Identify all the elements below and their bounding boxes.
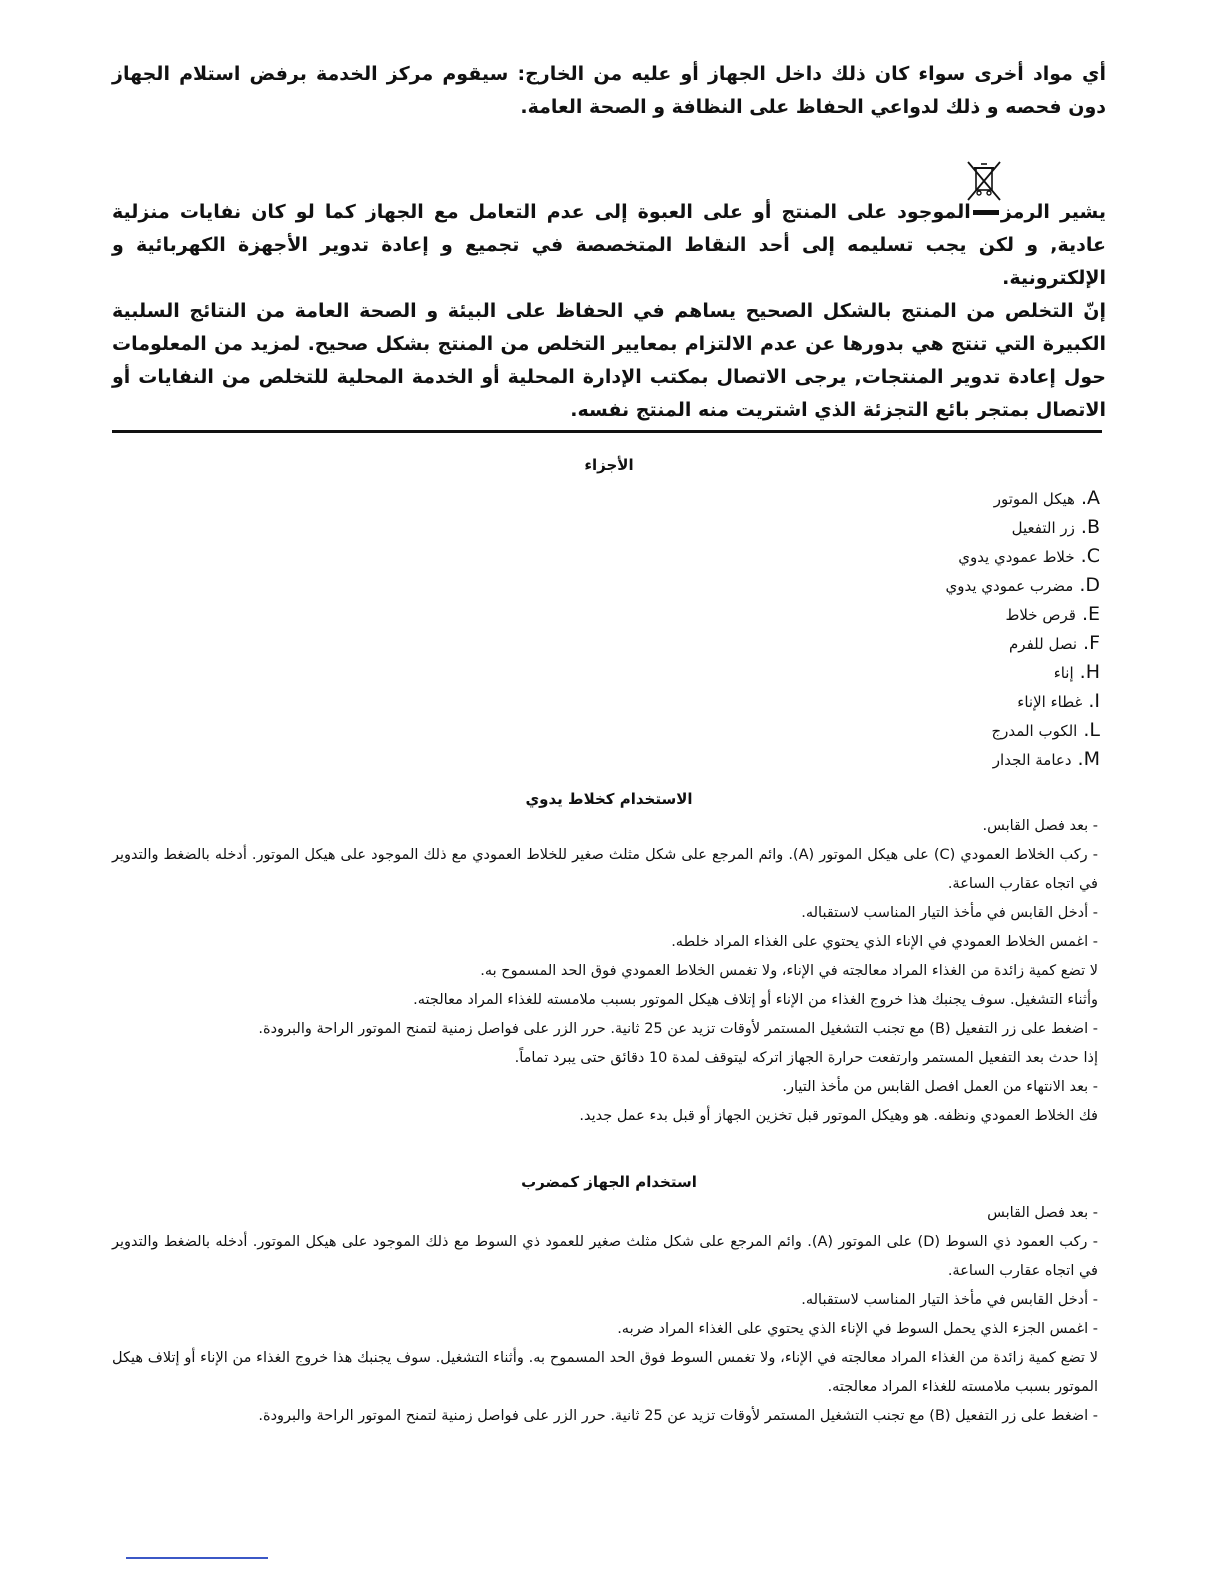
weee-bar-symbol: [973, 210, 999, 215]
instruction-line: - اضغط على زر التفعيل (B) مع تجنب التشغيل المستمر لأوقات تزيد عن 25 ثانية. حرر الزر على فواصل زمنية لتمنح الموتور الراحة والبرودة.: [258, 1408, 1098, 1424]
part-label: الكوب المدرج: [991, 722, 1078, 740]
intro-paragraph-3: إنّ التخلص من المنتج بالشكل الصحيح يساهم في الحفاظ على البيئة و الصحة العامة من النتائج السلبية الكبيرة التي تنتج هي بدورها عن عدم الالتزام بمعايير التخلص من المنتج بشكل صحيح. لمزيد من المعلومات حول إعادة تدوير المنتجات, يرجى الاتصال بمكتب الإدارة المحلية أو الخدمة المحلية للتخلص من النفايات أو الاتصال بمتجر بائع التجزئة الذي اشتريت منه المنتج نفسه.: [112, 300, 1106, 421]
part-item: [700, 513, 1100, 542]
part-label: زر التفعيل: [1011, 519, 1075, 537]
part-item: [700, 687, 1100, 716]
part-item: [700, 571, 1100, 600]
part-letter: E.: [1081, 603, 1100, 625]
instruction-line: - ركب العمود ذي السوط (D) على الموتور (A). وائم المرجع على شكل مثلث صغير للعمود ذي السوط مع ذلك الموجود على هيكل الموتور. أدخله بالضغط والتدوير في اتجاه عقارب الساعة.: [112, 1234, 1099, 1279]
instruction-line: - اغمس الخلاط العمودي في الإناء الذي يحتوي على الغذاء المراد خلطه.: [671, 934, 1098, 950]
instruction-line: - أدخل القابس في مأخذ التيار المناسب لاستقباله.: [801, 905, 1098, 921]
instruction-line: إذا حدث بعد التفعيل المستمر وارتفعت حرارة الجهاز اتركه ليتوقف لمدة 10 دقائق حتى يبرد تماماً.: [514, 1050, 1098, 1066]
blender-usage-section: [112, 812, 1098, 1131]
part-letter: M.: [1077, 748, 1100, 770]
part-item: [700, 716, 1100, 745]
part-label: غطاء الإناء: [1017, 693, 1083, 711]
blender-usage-heading: الاستخدام كخلاط يدوي: [525, 790, 693, 808]
part-label: نصل للفرم: [1009, 635, 1078, 653]
part-item: [700, 542, 1100, 571]
part-label: هيكل الموتور: [993, 490, 1075, 508]
instruction-line: - بعد فصل القابس.: [982, 818, 1098, 834]
instruction-line: - ركب الخلاط العمودي (C) على هيكل الموتور (A). وائم المرجع على شكل مثلث صغير للخلاط العمودي مع ذلك الموجود على هيكل الموتور. أدخله بالضغط والتدوير في اتجاه عقارب الساعة.: [112, 847, 1098, 892]
beater-usage-section: [112, 1199, 1098, 1431]
weee-text-before: يشير الرمز: [1000, 201, 1106, 223]
part-label: إناء: [1053, 664, 1074, 682]
instruction-line: - بعد الانتهاء من العمل افصل القابس من مأخذ التيار.: [782, 1079, 1098, 1095]
part-label: مضرب عمودي يدوي: [945, 577, 1074, 595]
intro-paragraph-1: أي مواد أخرى سواء كان ذلك داخل الجهاز أو عليه من الخارج: سيقوم مركز الخدمة برفض استلام الجهاز دون فحصه و ذلك لدواعي الحفاظ على النظافة و الصحة العامة.: [112, 63, 1106, 118]
instruction-line: وأثناء التشغيل. سوف يجنبك هذا خروج الغذاء من الإناء أو إتلاف هيكل الموتور بسبب ملامسته للغذاء المراد معالجته.: [413, 992, 1098, 1008]
weee-text-after: الموجود على المنتج أو على العبوة إلى عدم التعامل مع الجهاز كما لو كان نفايات منزلية عادية, و لكن يجب تسليمه إلى أحد النقاط المتخصصة في تجميع و إعادة تدوير الأجهزة الكهربائية و الإلكترونية.: [112, 201, 1106, 289]
part-letter: H.: [1079, 661, 1100, 683]
instruction-line: - اغمس الجزء الذي يحمل السوط في الإناء الذي يحتوي على الغذاء المراد ضربه.: [617, 1321, 1098, 1337]
footnote-separator: [126, 1557, 268, 1559]
part-item: [700, 658, 1100, 687]
part-letter: D.: [1079, 574, 1100, 596]
part-label: قرص خلاط: [1005, 606, 1076, 624]
part-item: [700, 629, 1100, 658]
instruction-line: - أدخل القابس في مأخذ التيار المناسب لاستقباله.: [801, 1292, 1098, 1308]
part-letter: C.: [1080, 545, 1100, 567]
instruction-line: فك الخلاط العمودي ونظفه. هو وهيكل الموتور قبل تخزين الجهاز أو قبل بدء عمل جديد.: [579, 1108, 1098, 1124]
part-item: [700, 484, 1100, 513]
part-letter: A.: [1080, 487, 1100, 509]
instruction-line: لا تضع كمية زائدة من الغذاء المراد معالجته في الإناء، ولا تغمس الخلاط العمودي فوق الحد المسموح به.: [480, 963, 1098, 979]
part-letter: F.: [1083, 632, 1100, 654]
part-item: [700, 745, 1100, 774]
part-letter: I.: [1088, 690, 1100, 712]
part-letter: B.: [1080, 516, 1100, 538]
part-label: دعامة الجدار: [992, 751, 1072, 769]
beater-usage-heading: استخدام الجهاز كمضرب: [521, 1173, 697, 1191]
part-label: خلاط عمودي يدوي: [958, 548, 1075, 566]
intro-paragraph-hygiene: [112, 58, 1106, 124]
instruction-line: - بعد فصل القابس: [987, 1205, 1098, 1221]
intro-paragraph-recycling: [112, 196, 1106, 427]
parts-heading: الأجزاء: [584, 456, 634, 474]
weee-paragraph: [112, 196, 1106, 295]
instruction-line: - اضغط على زر التفعيل (B) مع تجنب التشغيل المستمر لأوقات تزيد عن 25 ثانية. حرر الزر على فواصل زمنية لتمنح الموتور الراحة والبرودة.: [258, 1021, 1098, 1037]
part-item: [700, 600, 1100, 629]
part-letter: L.: [1083, 719, 1100, 741]
instruction-line: لا تضع كمية زائدة من الغذاء المراد معالجته في الإناء، ولا تغمس السوط فوق الحد المسموح به. وأثناء التشغيل. سوف يجنبك هذا خروج الغذاء من الإناء أو إتلاف هيكل الموتور بسبب ملامسته للغذاء المراد معالجته.: [112, 1350, 1098, 1395]
parts-list: [700, 484, 1100, 774]
section-divider: [112, 430, 1102, 433]
